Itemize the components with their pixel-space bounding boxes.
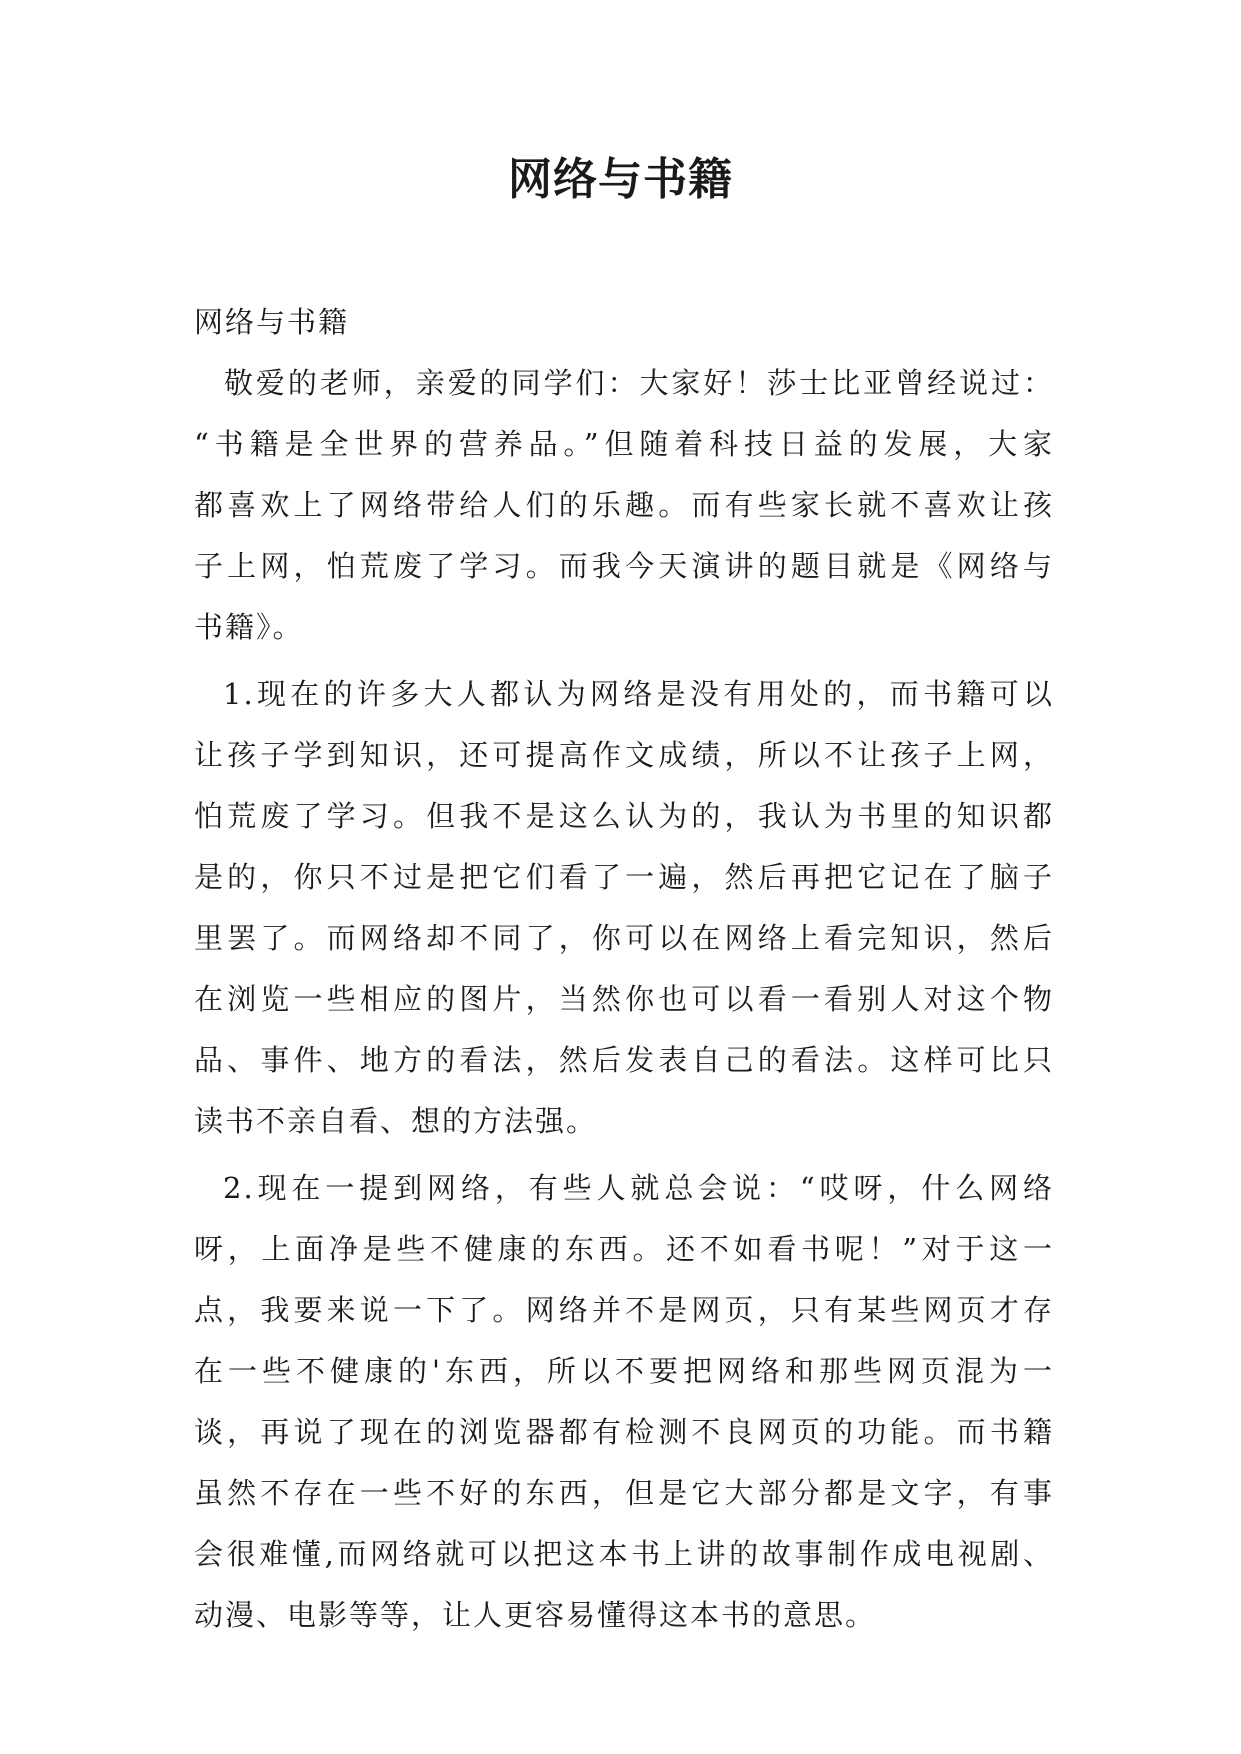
paragraph-line: 在一些不健康的'东西，所以不要把网络和那些网页混为一 xyxy=(194,1354,1054,1388)
document-title: 网络与书籍 xyxy=(508,154,733,205)
paragraph-line: 读书不亲自看、想的方法强。 xyxy=(194,1104,598,1138)
paragraph-line: 谈，再说了现在的浏览器都有检测不良网页的功能。而书籍 xyxy=(194,1415,1054,1449)
paragraph-line: 都喜欢上了网络带给人们的乐趣。而有些家长就不喜欢让孩 xyxy=(194,488,1054,522)
paragraph-line: 点，我要来说一下了。网络并不是网页，只有某些网页才存 xyxy=(194,1293,1054,1327)
paragraph-line: 动漫、电影等等，让人更容易懂得这本书的意思。 xyxy=(194,1598,877,1632)
paragraph-2 xyxy=(194,664,1054,1152)
paragraph-line: 品、事件、地方的看法，然后发表自己的看法。这样可比只 xyxy=(194,1043,1054,1077)
paragraph-line: 会很难懂,而网络就可以把这本书上讲的故事制作成电视剧、 xyxy=(194,1537,1054,1571)
paragraph-line: 虽然不存在一些不好的东西，但是它大部分都是文字，有事 xyxy=(194,1476,1054,1510)
paragraph-line: 让孩子学到知识，还可提高作文成绩，所以不让孩子上网， xyxy=(194,738,1054,772)
paragraph-3 xyxy=(194,1158,1054,1646)
paragraph-line: 怕荒废了学习。但我不是这么认为的，我认为书里的知识都 xyxy=(194,799,1054,833)
paragraph-line: 呀，上面净是些不健康的东西。还不如看书呢！”对于这一 xyxy=(194,1232,1054,1266)
paragraph-1 xyxy=(194,353,1054,658)
body-subtitle: 网络与书籍 xyxy=(194,305,350,339)
paragraph-line: 里罢了。而网络却不同了，你可以在网络上看完知识，然后 xyxy=(194,921,1054,955)
paragraph-line: “书籍是全世界的营养品。”但随着科技日益的发展，大家 xyxy=(194,427,1054,461)
paragraph-line: 是的，你只不过是把它们看了一遍，然后再把它记在了脑子 xyxy=(194,860,1054,894)
paragraph-line: 2.现在一提到网络，有些人就总会说：“哎呀，什么网络 xyxy=(223,1171,1054,1205)
paragraph-line: 1.现在的许多大人都认为网络是没有用处的，而书籍可以 xyxy=(223,677,1054,711)
document-body xyxy=(194,292,1054,1646)
paragraph-line: 在浏览一些相应的图片，当然你也可以看一看别人对这个物 xyxy=(194,982,1054,1016)
paragraph-line: 书籍》。 xyxy=(194,610,304,644)
paragraph-line: 敬爱的老师，亲爱的同学们：大家好！莎士比亚曾经说过： xyxy=(223,366,1054,400)
paragraph-line: 子上网，怕荒废了学习。而我今天演讲的题目就是《网络与 xyxy=(194,549,1054,583)
